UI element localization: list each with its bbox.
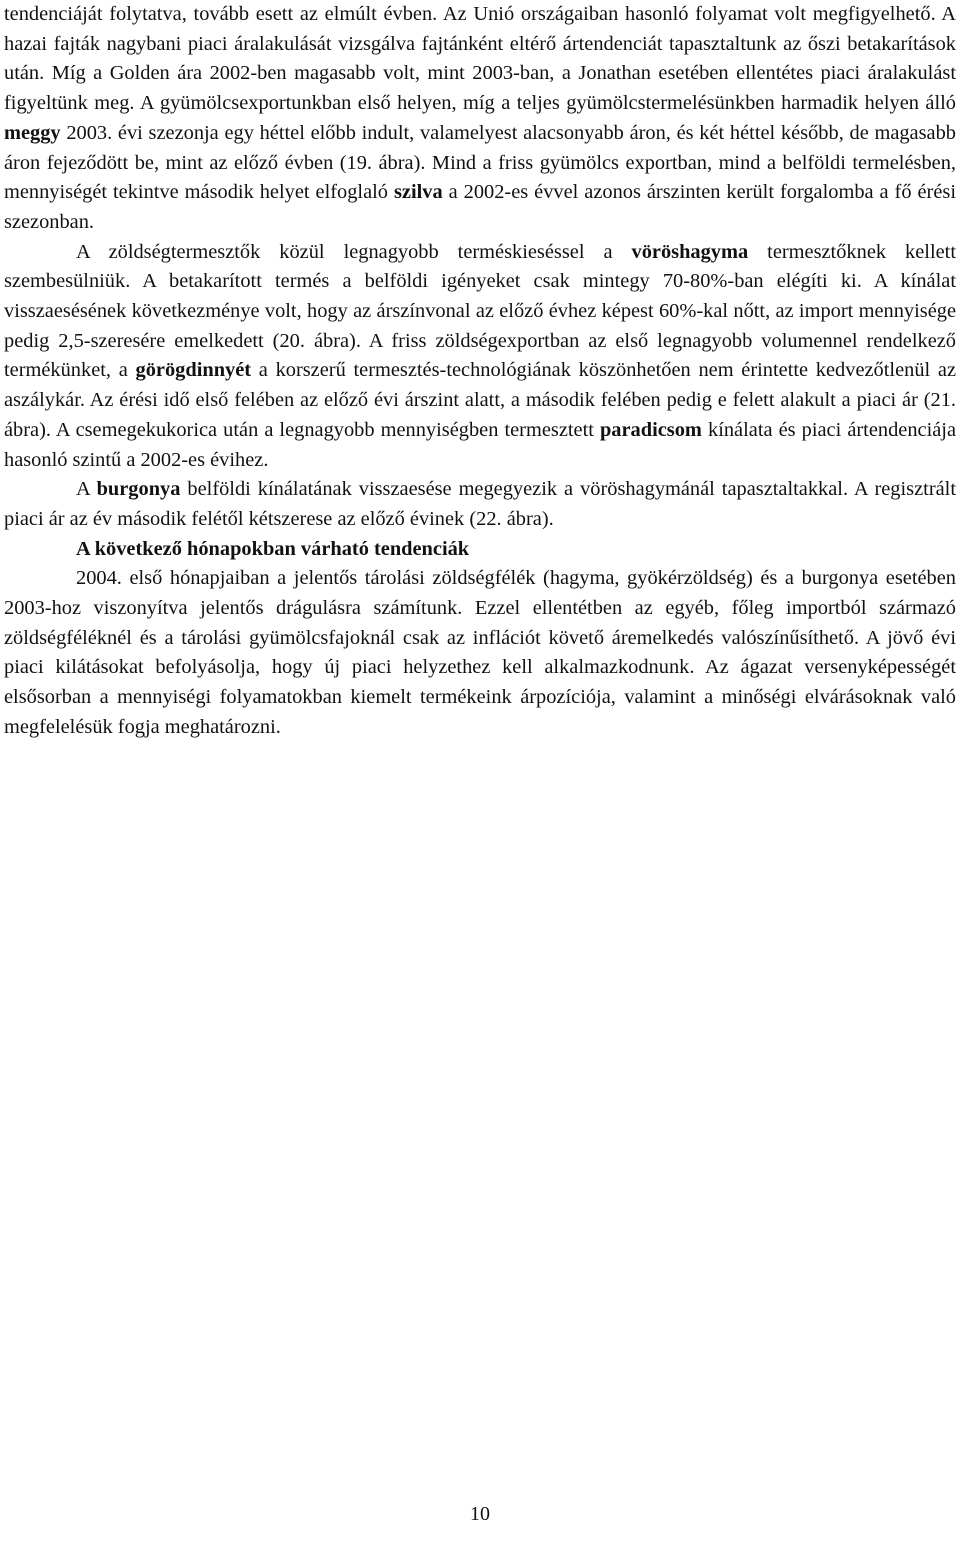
bold-term-burgonya: burgonya <box>96 478 181 501</box>
text-run: tendenciáját folytatva, tovább esett az elmúlt évben. Az Unió országaiban hasonló folyamat volt megfigyelhető. A hazai fajták nagybani piaci áralakulását vizsgálva fajtánként eltérő ártendenciát tapasztaltunk az őszi betakarítások után. Míg a Golden ára 2002-ben magasabb volt, mint 2003-ban, a Jonathan esetében ellentétes piaci áralakulást figyeltünk meg. A gyümölcsexportunkban első helyen, míg a teljes gyümölcstermelésünkben harmadik helyen álló <box>4 3 956 115</box>
page-number: 10 <box>470 1503 490 1525</box>
bold-term-szilva: szilva <box>393 181 443 204</box>
paragraph-potato-market <box>4 475 956 534</box>
text-run: A zöldségtermesztők közül legnagyobb terméskieséssel a <box>76 240 632 263</box>
text-run: a 2002-es évvel azonos árszinten került forgalomba a fő érési szezonban. <box>4 181 956 233</box>
paragraph-fruit-market <box>4 0 956 238</box>
bold-term-paradicsom: paradicsom <box>599 418 702 441</box>
bold-term-gorogdinnye: görögdinnyét <box>135 359 252 382</box>
bold-term-meggy: meggy <box>4 121 61 144</box>
text-run: kínálata és piaci ártendenciája hasonló szintű a 2002-es évihez. <box>4 418 956 471</box>
paragraph-outlook: 2004. első hónapjaiban a jelentős tárolási zöldségfélék (hagyma, gyökérzöldség) és a burgonya esetében 2003-hoz viszonyítva jelentős drágulásra számítunk. Ezzel ellentétben az egyéb, főleg importból származó zöldségféléknél és a tárolási gyümölcsfajoknál csak az inflációt követő áremelkedés valószínűsíthető. A jövő évi piaci kilátásokat befolyásolja, hogy új piaci helyzethez kell alkalmazkodnunk. Az ágazat versenyképességét elsősorban a mennyiségi folyamatokban kiemelt termékeink árpozíciója, valamint a minőségi elvárásoknak való megfelelésük fogja meghatározni. <box>4 567 956 738</box>
bold-term-voroshagyma: vöröshagyma <box>631 240 749 263</box>
text-run: termesztőknek kellett szembesülniük. A betakarított termés a belföldi igényeket csak mintegy 70-80%-ban elégíti ki. A kínálat visszaesésének következménye volt, hogy az árszínvonal az előző évhez képest 60%-kal nőtt, az import mennyisége pedig 2,5-szeresére emelkedett (20. ábra). A friss zöldségexportban az első legnagyobb volumennel rendelkező termékünket, a <box>4 240 956 382</box>
paragraph-vegetable-market <box>4 238 956 476</box>
text-run: a korszerű termesztés-technológiának köszönhetően nem érintette kedvezőtlenül az aszálykár. Az érési idő első felében az előző évi árszint alatt, a második felében pedig e felett alakult a piaci ár (21. ábra). A csemegekukorica után a legnagyobb mennyiségben termesztett <box>4 359 956 441</box>
text-run: belföldi kínálatának visszaesése megegyezik a vöröshagymánál tapasztaltakkal. A regisztrált piaci ár az év második felétől kétszerese az előző évinek (22. ábra). <box>4 478 956 530</box>
text-run: 2003. évi szezonja egy héttel előbb indult, valamelyest alacsonyabb áron, és két héttel később, de magasabb áron fejeződött be, mint az előző évben (19. ábra). Mind a friss gyümölcs exportban, mind a belföldi termelésben, mennyiségét tekintve második helyet elfoglaló <box>4 121 956 204</box>
section-heading: A következő hónapokban várható tendenciák <box>76 537 470 560</box>
document-page <box>0 0 960 743</box>
text-run: A <box>76 478 97 501</box>
